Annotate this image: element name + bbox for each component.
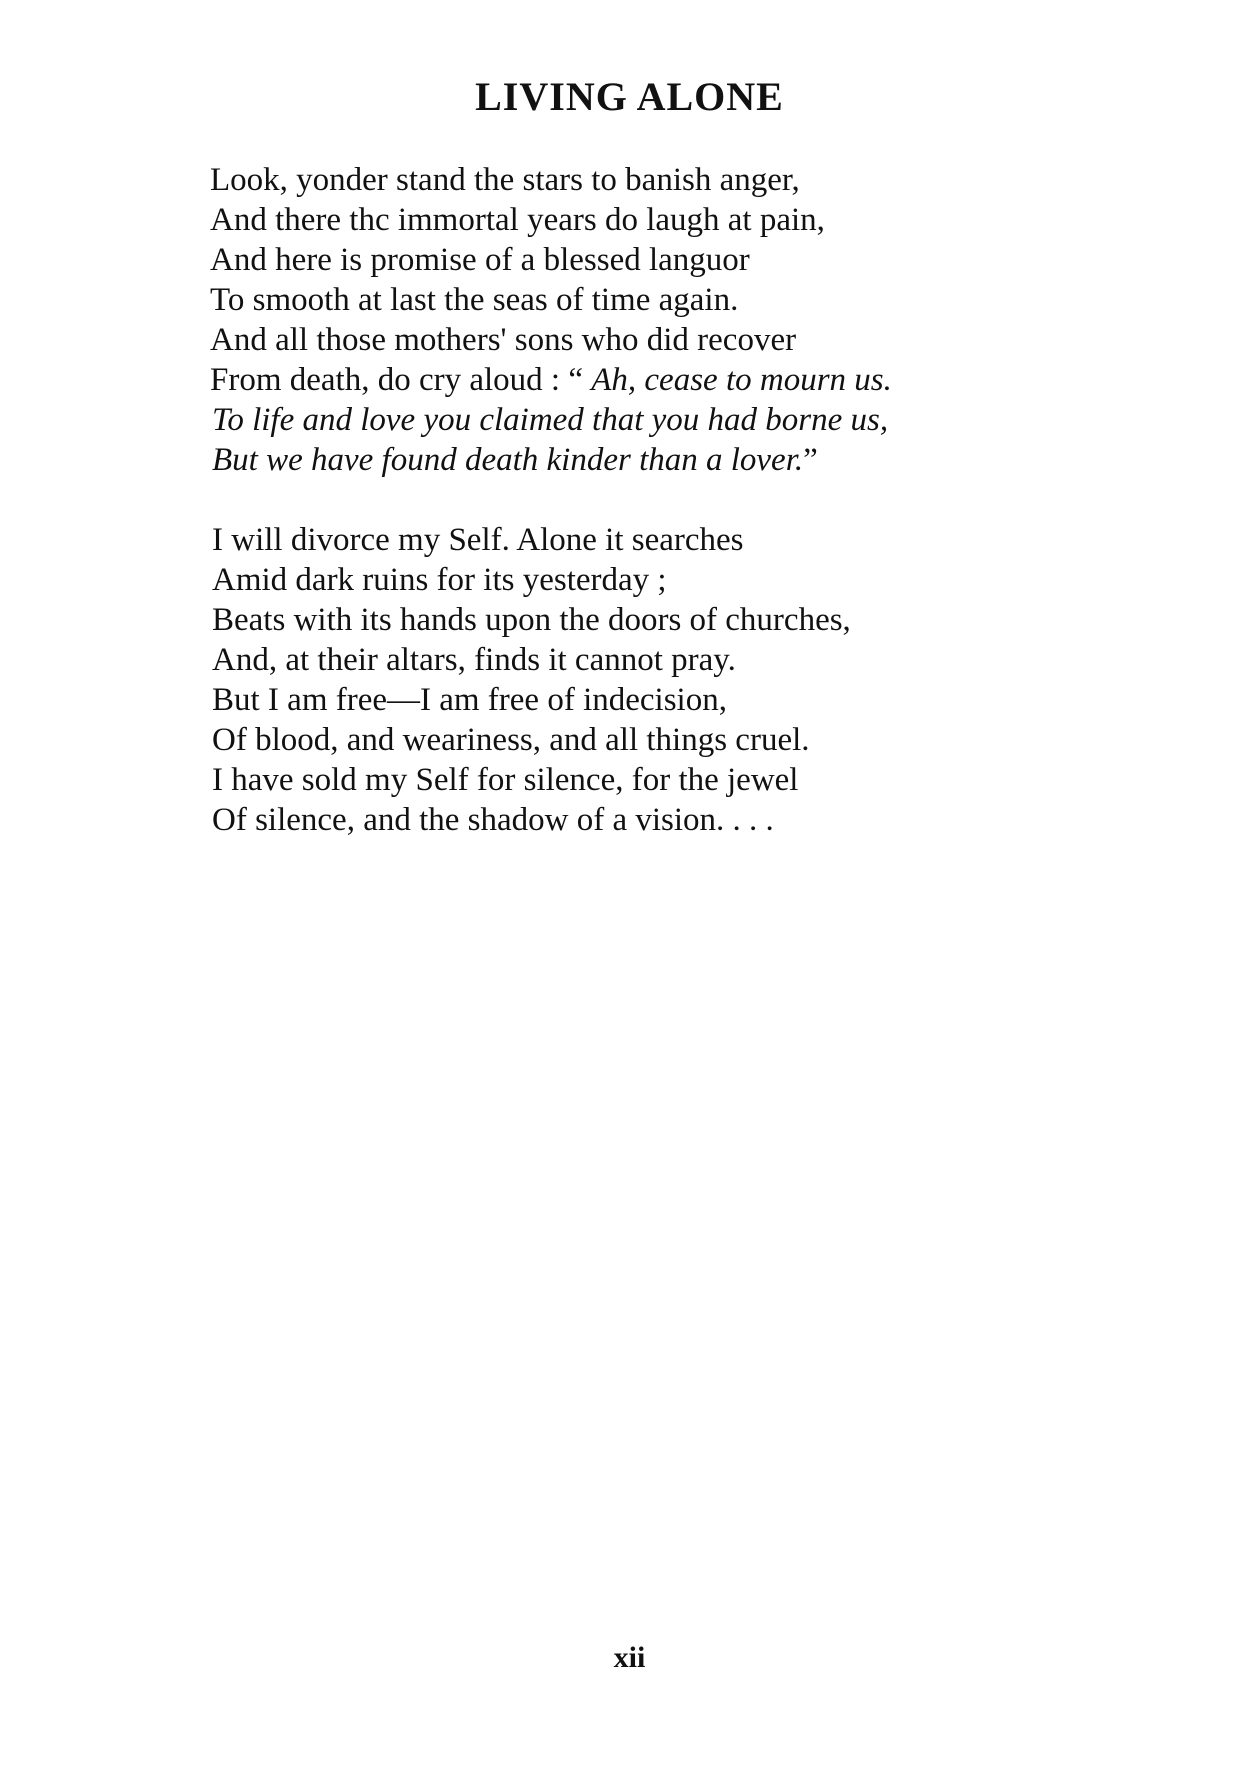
verse-line	[212, 440, 818, 480]
verse-line: Of silence, and the shadow of a vision. . . .	[212, 802, 774, 838]
verse-line-italic: To life and love you claimed that you had borne us,	[212, 402, 889, 438]
verse-line: Of blood, and weariness, and all things cruel.	[212, 722, 810, 758]
verse-line: And, at their altars, finds it cannot pray.	[212, 642, 736, 678]
verse-line: I will divorce my Self. Alone it searches	[212, 522, 744, 558]
verse-line: And all those mothers' sons who did recover	[210, 322, 797, 358]
page-number: xii	[613, 1641, 646, 1674]
verse-line	[210, 360, 892, 400]
verse-line-italic: But we have found death kinder than a lover.	[212, 442, 804, 478]
verse-line-italic: Ah, cease to mourn us.	[591, 362, 892, 398]
verse-line-roman: ”	[803, 442, 818, 478]
verse-line: I have sold my Self for silence, for the jewel	[212, 762, 799, 798]
verse-line: But I am free—I am free of indecision,	[212, 682, 727, 718]
running-head-title: LIVING ALONE	[475, 74, 784, 119]
verse-line: To smooth at last the seas of time again.	[210, 282, 739, 318]
verse-line: And here is promise of a blessed languor	[210, 242, 750, 278]
verse-line: Beats with its hands upon the doors of churches,	[212, 602, 851, 638]
verse-line-roman: From death, do cry aloud : “	[210, 362, 592, 398]
verse-line	[212, 400, 888, 440]
verse-line: Look, yonder stand the stars to banish anger,	[210, 162, 800, 198]
verse-line: Amid dark ruins for its yesterday ;	[212, 562, 667, 598]
verse-line: And there thc immortal years do laugh at pain,	[210, 202, 825, 238]
